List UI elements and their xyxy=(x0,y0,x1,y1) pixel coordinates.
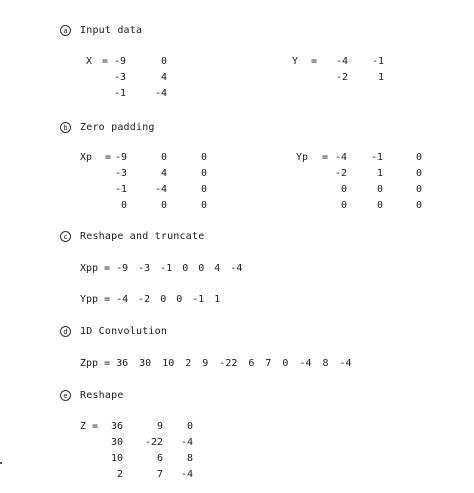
matrix-cell: 30 xyxy=(110,437,123,448)
section-a-header xyxy=(60,23,142,37)
matrix-cell: 1 xyxy=(376,168,383,179)
vector-value: 30 xyxy=(139,358,152,369)
equals-sign: = xyxy=(311,56,318,67)
matrix-cell: 0 xyxy=(120,200,127,211)
matrix-cell: -2 xyxy=(334,168,347,179)
matrix-cell: 36 xyxy=(110,421,123,432)
matrix-cell: -22 xyxy=(144,437,163,448)
vector-value: -4 xyxy=(339,358,352,369)
section-d-header xyxy=(60,324,167,338)
matrix-label: Xp xyxy=(80,152,93,163)
matrix-cell: -1 xyxy=(113,88,126,99)
vector-value: -4 xyxy=(116,294,129,305)
vector-value: -4 xyxy=(230,263,243,274)
vector-value: 2 xyxy=(185,358,192,369)
equals-sign: = xyxy=(322,152,329,163)
matrix-cell: -3 xyxy=(114,168,127,179)
equals-sign: = xyxy=(102,56,109,67)
matrix-cell: 0 xyxy=(376,200,383,211)
vector-zpp xyxy=(80,357,363,370)
section-e-title: Reshape xyxy=(80,389,124,401)
vector-ypp xyxy=(80,293,230,306)
matrix-cell: 4 xyxy=(160,168,167,179)
matrix-cell: -1 xyxy=(114,184,127,195)
section-c-title: Reshape and truncate xyxy=(80,230,205,242)
equals-sign: = xyxy=(104,263,111,274)
matrix-cell: 0 xyxy=(160,152,167,163)
vector-value: -1 xyxy=(192,294,205,305)
matrix-cell: 1 xyxy=(377,72,384,83)
matrix-cell: -4 xyxy=(154,184,167,195)
vector-value: 0 xyxy=(282,358,289,369)
vector-value: 36 xyxy=(116,358,129,369)
section-c-badge: c xyxy=(60,231,71,242)
matrix-cell: 0 xyxy=(415,152,422,163)
section-d-title: 1D Convolution xyxy=(80,325,168,337)
equals-sign: = xyxy=(104,358,111,369)
matrix-cell: -2 xyxy=(335,72,348,83)
matrix-cell: 0 xyxy=(200,168,207,179)
matrix-cell: 0 xyxy=(200,200,207,211)
vector-value: 1 xyxy=(214,294,221,305)
section-a-title: Input data xyxy=(80,24,143,36)
equals-sign: = xyxy=(92,421,99,432)
vector-value: 6 xyxy=(248,358,255,369)
vector-value: -22 xyxy=(219,358,238,369)
matrix-cell: -4 xyxy=(154,88,167,99)
matrix-cell: 0 xyxy=(415,168,422,179)
section-b-badge: b xyxy=(60,122,71,133)
matrix-cell: 0 xyxy=(200,184,207,195)
vector-value: 9 xyxy=(202,358,209,369)
section-e-header xyxy=(60,388,124,402)
matrix-cell: 0 xyxy=(186,421,193,432)
matrix-cell: -4 xyxy=(335,56,348,67)
matrix-cell: 0 xyxy=(340,184,347,195)
matrix-cell: 6 xyxy=(156,453,163,464)
matrix-cell: 0 xyxy=(160,56,167,67)
matrix-cell: -4 xyxy=(180,437,193,448)
section-a-badge: a xyxy=(60,25,71,36)
vector-value: 0 xyxy=(176,294,183,305)
matrix-cell: 0 xyxy=(200,152,207,163)
equals-sign: = xyxy=(104,294,111,305)
matrix-cell: 7 xyxy=(156,469,163,480)
vector-value: 0 xyxy=(198,263,205,274)
vector-xpp xyxy=(80,262,252,275)
matrix-label: Y xyxy=(292,56,299,67)
matrix-cell: 0 xyxy=(415,200,422,211)
vector-label: Ypp xyxy=(80,294,99,305)
vector-value: -4 xyxy=(299,358,312,369)
vector-value: 10 xyxy=(162,358,175,369)
vector-label: Zpp xyxy=(80,358,99,369)
equals-sign: = xyxy=(105,152,112,163)
vector-value: -2 xyxy=(138,294,151,305)
matrix-label: Z xyxy=(80,421,87,432)
matrix-cell: 0 xyxy=(340,200,347,211)
matrix-cell: -9 xyxy=(114,152,127,163)
vector-label: Xpp xyxy=(80,263,99,274)
matrix-cell: 0 xyxy=(376,184,383,195)
margin-dot xyxy=(0,462,2,464)
section-b-title: Zero padding xyxy=(80,121,155,133)
vector-value: -1 xyxy=(160,263,173,274)
section-b-header xyxy=(60,120,155,134)
vector-value: 4 xyxy=(214,263,221,274)
vector-value: 8 xyxy=(322,358,329,369)
vector-value: 0 xyxy=(182,263,189,274)
section-c-header xyxy=(60,229,204,243)
matrix-cell: 9 xyxy=(156,421,163,432)
matrix-cell: 8 xyxy=(186,453,193,464)
matrix-cell: -4 xyxy=(180,469,193,480)
matrix-label: X xyxy=(86,56,93,67)
vector-value: -9 xyxy=(116,263,129,274)
section-e-badge: e xyxy=(60,390,71,401)
vector-value: 0 xyxy=(160,294,167,305)
matrix-cell: 0 xyxy=(160,200,167,211)
matrix-cell: -1 xyxy=(370,152,383,163)
matrix-cell: -1 xyxy=(371,56,384,67)
matrix-cell: -4 xyxy=(334,152,347,163)
matrix-cell: 4 xyxy=(160,72,167,83)
matrix-label: Yp xyxy=(296,152,309,163)
matrix-cell: 2 xyxy=(116,469,123,480)
matrix-cell: -9 xyxy=(113,56,126,67)
vector-value: 7 xyxy=(265,358,272,369)
section-d-badge: d xyxy=(60,326,71,337)
matrix-cell: 0 xyxy=(415,184,422,195)
matrix-cell: 10 xyxy=(110,453,123,464)
vector-value: -3 xyxy=(138,263,151,274)
matrix-cell: -3 xyxy=(113,72,126,83)
